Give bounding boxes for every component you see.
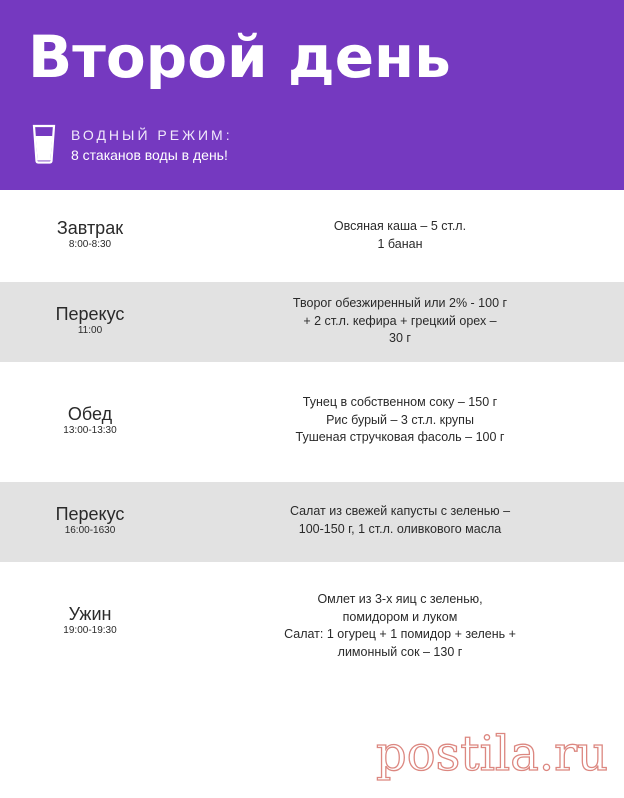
- meal-time: 16:00-1630: [64, 525, 116, 536]
- watermark-text: postila.ru: [376, 726, 608, 782]
- meal-label: [0, 504, 180, 538]
- meal-menu: [250, 591, 550, 661]
- water-regime-text: 8 стаканов воды в день!: [71, 147, 228, 163]
- meal-time: 8:00-8:30: [68, 239, 112, 250]
- meal-row-snack-2: [0, 482, 624, 562]
- water-glass-icon: [32, 124, 56, 164]
- meal-label: [0, 404, 180, 438]
- meal-name: Перекус: [55, 304, 125, 324]
- meal-row-lunch: [0, 362, 624, 482]
- header-banner: [0, 0, 624, 190]
- menu-line: Салат: 1 огурец + 1 помидор + зелень +: [284, 627, 516, 641]
- menu-line: Салат из свежей капусты с зеленью –: [289, 504, 511, 518]
- meal-name: Перекус: [55, 504, 125, 524]
- page-title: Второй день: [28, 23, 451, 91]
- meal-name: Обед: [67, 404, 113, 424]
- menu-line: помидором и луком: [342, 609, 458, 624]
- meal-label: [0, 218, 180, 252]
- meal-menu: [250, 503, 550, 538]
- meal-time: 19:00-19:30: [63, 625, 117, 636]
- menu-line: + 2 ст.л. кефира + грецкий орех –: [303, 313, 497, 328]
- menu-line: 100-150 г, 1 ст.л. оливкового масла: [298, 521, 502, 536]
- meal-time: 11:00: [77, 325, 103, 336]
- meal-label: [0, 304, 180, 338]
- meal-label: [0, 604, 180, 638]
- meal-name: Ужин: [68, 604, 112, 624]
- menu-line: Овсяная каша – 5 ст.л.: [333, 219, 467, 233]
- meal-menu: [250, 218, 550, 253]
- meal-menu: [250, 295, 550, 348]
- menu-line: 1 банан: [377, 236, 423, 251]
- menu-line: Рис бурый – 3 ст.л. крупы: [326, 412, 474, 427]
- water-regime-label: ВОДНЫЙ РЕЖИМ:: [71, 127, 233, 143]
- meal-name: Завтрак: [56, 218, 124, 238]
- postila-watermark: [360, 716, 610, 786]
- menu-line: Омлет из 3-х яиц с зеленью,: [317, 592, 483, 606]
- meal-row-dinner: [0, 562, 624, 702]
- meal-row-snack-1: [0, 282, 624, 362]
- meal-time: 13:00-13:30: [63, 425, 117, 436]
- meal-menu: [250, 394, 550, 447]
- menu-line: 30 г: [389, 331, 411, 345]
- menu-line: Творог обезжиренный или 2% - 100 г: [292, 296, 508, 310]
- menu-line: Тунец в собственном соку – 150 г: [302, 395, 498, 409]
- meal-row-breakfast: [0, 190, 624, 282]
- menu-line: лимонный сок – 130 г: [337, 644, 463, 659]
- menu-line: Тушеная стручковая фасоль – 100 г: [295, 430, 505, 444]
